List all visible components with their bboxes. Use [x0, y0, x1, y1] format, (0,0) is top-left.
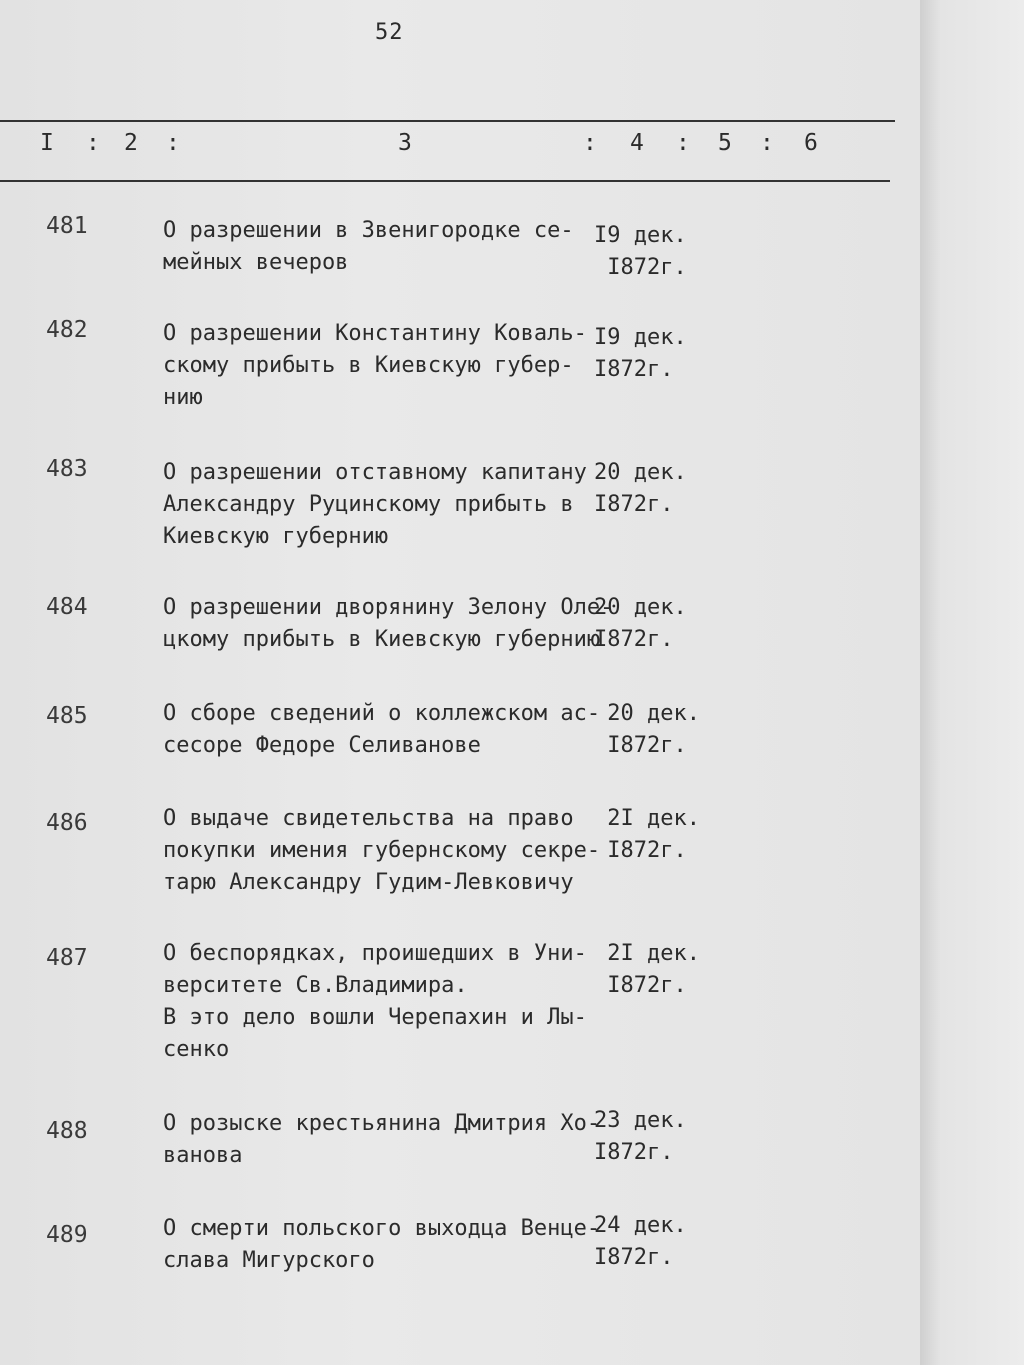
column-header-2: 2	[124, 130, 138, 156]
entry-number: 487	[46, 945, 88, 971]
header-top-rule	[0, 120, 895, 122]
page-number: 52	[375, 20, 404, 45]
column-header-separator: :	[760, 130, 774, 156]
entry-number: 486	[46, 810, 88, 836]
header-bottom-rule	[0, 180, 890, 182]
entry-title: О разрешении Константину Коваль- скому прибыть в Киевскую губер- нию	[163, 321, 587, 410]
entry-number: 489	[46, 1222, 88, 1248]
entry-date: 2I дек. I872г.	[607, 806, 700, 863]
entry-date: I9 дек. I872г.	[594, 325, 687, 382]
entry-date: 2I дек. I872г.	[607, 941, 700, 998]
column-header-separator: :	[166, 130, 180, 156]
entry-date: 24 дек. I872г.	[594, 1213, 687, 1270]
entry-number: 481	[46, 213, 88, 239]
column-header-5: 5	[718, 130, 732, 156]
entry-number: 484	[46, 594, 88, 620]
entry-title: О беспорядках, проишедших в Уни- верситете Св.Владимира. В это дело вошли Черепахин и Лы- сенко	[163, 941, 587, 1062]
page-edge	[920, 0, 1024, 1365]
column-header-separator: :	[86, 130, 100, 156]
entry-title: О розыске крестьянина Дмитрия Хо- ванова	[163, 1111, 601, 1168]
entry-date: 23 дек. I872г.	[594, 1108, 687, 1165]
entry-number: 483	[46, 456, 88, 482]
entry-date: 20 дек. I872г.	[594, 460, 687, 517]
column-header-3: 3	[398, 130, 412, 156]
column-header-1: I	[40, 130, 54, 156]
entry-date: I9 дек. I872г.	[594, 223, 687, 280]
entry-title: О разрешении в Звенигородке се- мейных вечеров	[163, 218, 574, 275]
entry-number: 488	[46, 1118, 88, 1144]
entry-title: О сборе сведений о коллежском ас- сесоре Федоре Селиванове	[163, 701, 601, 758]
entry-number: 482	[46, 317, 88, 343]
entry-date: 20 дек. I872г.	[594, 595, 687, 652]
entry-title: О выдаче свидетельства на право покупки имения губернскому секре- тарю Александру Гудим-Левковичу	[163, 806, 601, 895]
entry-title: О смерти польского выходца Венце- слава Мигурского	[163, 1216, 601, 1273]
column-header-6: 6	[804, 130, 818, 156]
column-header-4: 4	[630, 130, 644, 156]
entry-number: 485	[46, 703, 88, 729]
column-header-separator: :	[676, 130, 690, 156]
entry-title: О разрешении дворянину Зелону Оле- цкому прибыть в Киевскую губернию	[163, 595, 614, 652]
entry-title: О разрешении отставному капитану Александру Руцинскому прибыть в Киевскую губернию	[163, 460, 587, 549]
entry-date: 20 дек. I872г.	[607, 701, 700, 758]
column-header-separator: :	[583, 130, 597, 156]
